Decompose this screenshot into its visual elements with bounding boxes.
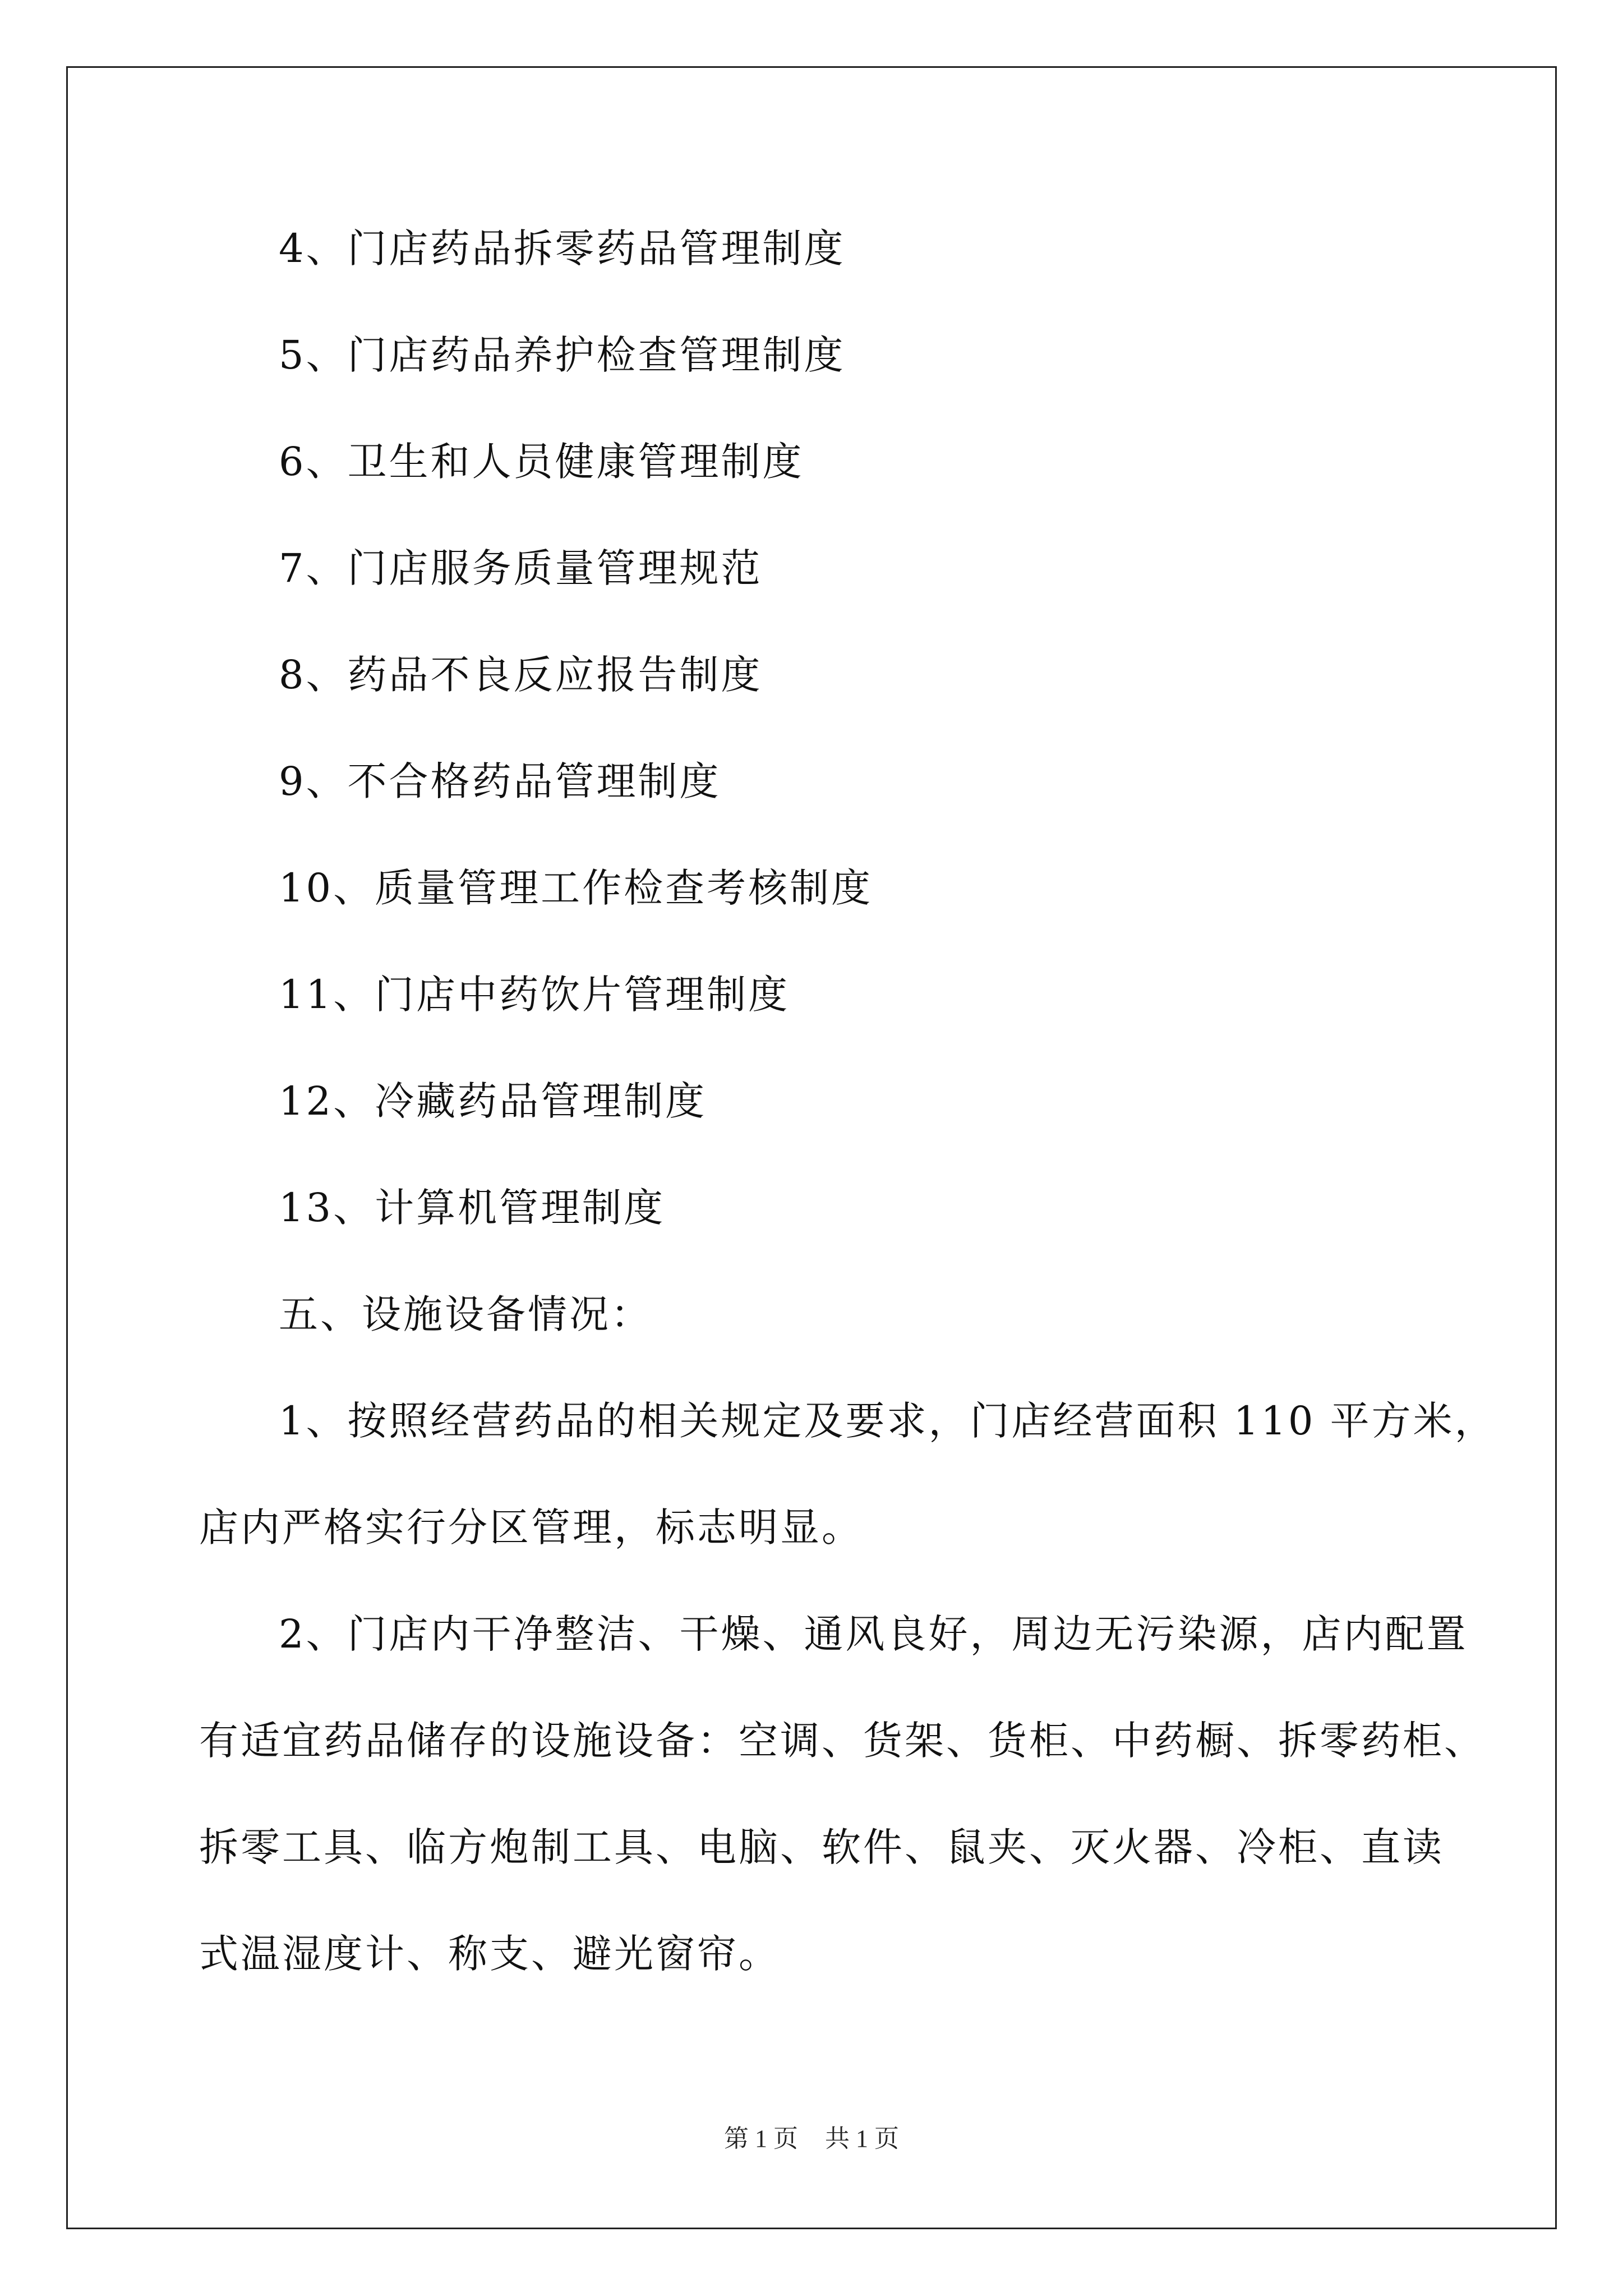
paragraph-line: 店内严格实行分区管理，标志明显。: [199, 1504, 863, 1550]
list-item: 11、门店中药饮片管理制度: [279, 972, 790, 1018]
list-item: 7、门店服务质量管理规范: [279, 545, 763, 591]
paragraph-line: 有适宜药品储存的设施设备：空调、货架、货柜、中药橱、拆零药柜、: [199, 1718, 1486, 1764]
list-item: 13、计算机管理制度: [279, 1185, 666, 1231]
paragraph-line: 式温湿度计、称支、避光窗帘。: [199, 1931, 780, 1977]
list-item: 5、门店药品养护检查管理制度: [279, 332, 846, 378]
list-item: 8、药品不良反应报告制度: [279, 652, 763, 698]
list-item: 4、门店药品拆零药品管理制度: [279, 226, 846, 272]
paragraph-line: 拆零工具、临方炮制工具、电脑、软件、鼠夹、灭火器、冷柜、直读: [199, 1824, 1444, 1870]
page-footer: [0, 2127, 1623, 2151]
list-item: 10、质量管理工作检查考核制度: [279, 865, 873, 911]
list-item: 6、卫生和人员健康管理制度: [279, 439, 804, 485]
page-total: 共 1 页: [825, 2125, 899, 2152]
section-heading: 五、设施设备情况：: [279, 1291, 652, 1337]
paragraph-line: 2、门店内干净整洁、干燥、通风良好，周边无污染源，店内配置: [279, 1611, 1468, 1657]
page-border: [66, 66, 1557, 2229]
list-item: 12、冷藏药品管理制度: [279, 1078, 707, 1124]
list-item: 9、不合格药品管理制度: [279, 758, 721, 804]
page-number: 第 1 页: [724, 2125, 798, 2152]
paragraph-line: 1、按照经营药品的相关规定及要求，门店经营面积 110 平方米，: [279, 1398, 1496, 1444]
